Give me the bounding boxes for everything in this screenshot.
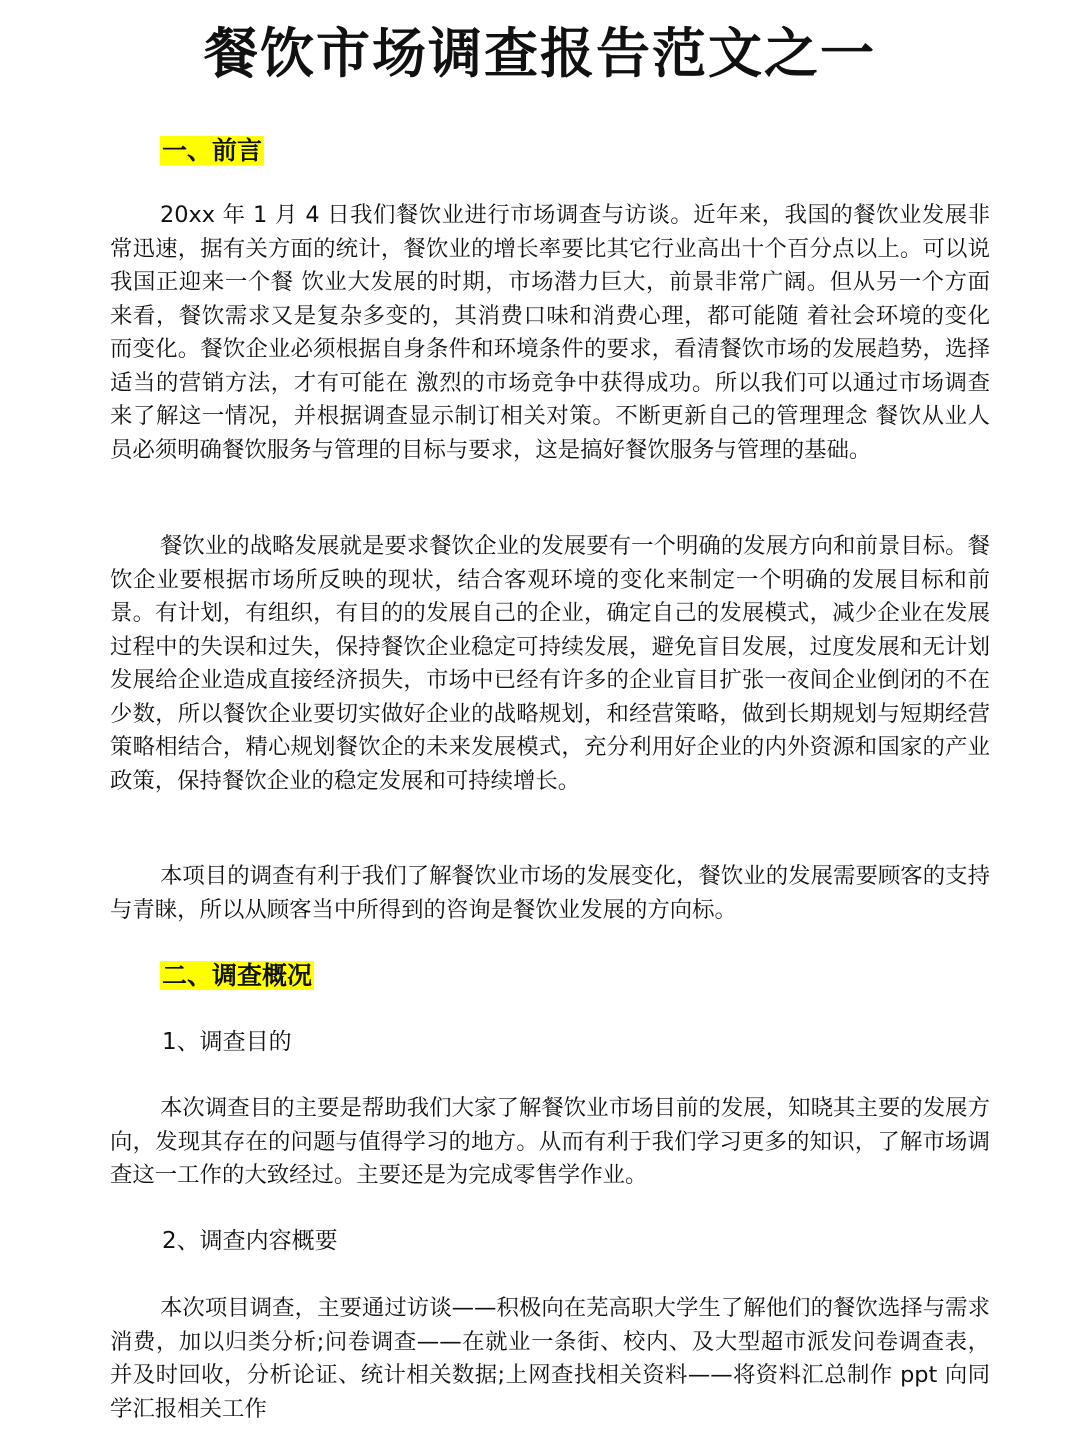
section-heading-preface-text: 一、前言 — [162, 136, 263, 165]
content-paragraph: 本次项目调查，主要通过访谈——积极向在芜高职大学生了解他们的餐饮选择与需求消费，加以归类分析;问卷调查——在就业一条街、校内、及大型超市派发问卷调查表，并及时回收，分析论证、统计相关数据;上网查找相关资料——将资料汇总制作 ppt 向同学汇报相关工作 — [110, 1295, 990, 1422]
subsection-title-content: 2、调查内容概要 — [162, 1228, 338, 1254]
subsection-title-purpose: 1、调查目的 — [162, 1029, 292, 1055]
section-heading-overview-text: 二、调查概况 — [162, 961, 313, 990]
preface-paragraph-3: 本项目的调查有利于我们了解餐饮业市场的发展变化，餐饮业的发展需要顾客的支持与青睐，所以从顾客当中所得到的咨询是餐饮业发展的方向标。 — [110, 863, 990, 923]
section-heading-overview — [160, 958, 314, 994]
preface-paragraph-1: 20xx 年 1 月 4 日我们餐饮业进行市场调查与访谈。近年来，我国的餐饮业发展非常迅速，据有关方面的统计，餐饮业的增长率要比其它行业高出十个百分点以上。可以说我国正迎来一个餐 饮业大发展的时期，市场潜力巨大，前景非常广阔。但从另一个方面来看，餐饮需求又是复杂多变的，其消费口味和消费心理，都可能随 着社会环境的变化而变化。餐饮企业必须根据自身条件和环境条件的要求，看清餐饮市场的发展趋势，选择适当的营销方法，才有可能在 激烈的市场竞争中获得成功。所以我们可以通过市场调查来了解这一情况，并根据调查显示制订相关对策。不断更新自己的管理理念 餐饮从业人员必须明确餐饮服务与管理的目标与要求，这是搞好餐饮服务与管理的基础。 — [110, 202, 990, 463]
document-title: 餐饮市场调查报告范文之一 — [204, 21, 876, 85]
section-heading-preface — [160, 133, 264, 169]
purpose-paragraph: 本次调查目的主要是帮助我们大家了解餐饮业市场目前的发展，知晓其主要的发展方向，发现其存在的问题与值得学习的地方。从而有利于我们学习更多的知识，了解市场调查这一工作的大致经过。主要还是为完成零售学作业。 — [110, 1095, 990, 1188]
preface-paragraph-2: 餐饮业的战略发展就是要求餐饮企业的发展要有一个明确的发展方向和前景目标。餐饮企业要根据市场所反映的现状，结合客观环境的变化来制定一个明确的发展目标和前景。有计划，有组织，有目的的发展自己的企业，确定自己的发展模式，减少企业在发展过程中的失误和过失，保持餐饮企业稳定可持续发展，避免盲目发展，过度发展和无计划发展给企业造成直接经济损失，市场中已经有许多的企业盲目扩张一夜间企业倒闭的不在少数，所以餐饮企业要切实做好企业的战略规划，和经营策略，做到长期规划与短期经营策略相结合，精心规划餐饮企的未来发展模式，充分利用好企业的内外资源和国家的产业政策，保持餐饮企业的稳定发展和可持续增长。 — [110, 533, 990, 794]
